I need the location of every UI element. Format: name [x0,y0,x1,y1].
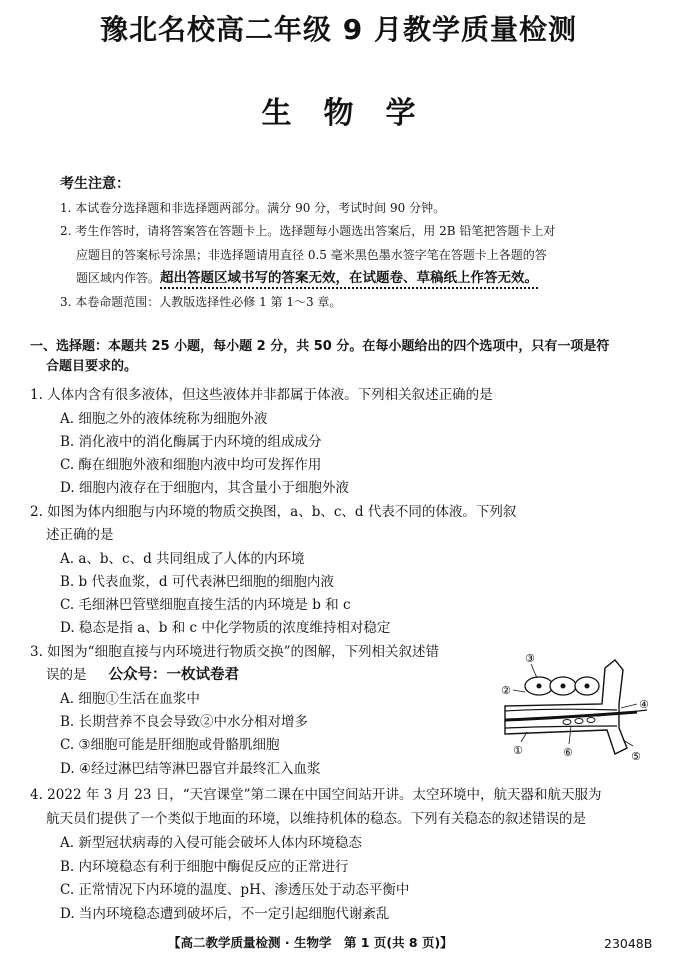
notice-heading: 考生注意： [60,176,130,192]
notice-emphasis: 超出答题区域书写的答案无效，在试题卷、草稿纸上作答无效。 [160,270,538,289]
q3-stem-line-1: 3. 如图为“细胞直接与内环境进行物质交换”的图解，下列相关叙述错 [30,644,439,660]
blood-cell-1 [563,720,571,725]
q2-option-b: B. b 代表血浆，d 可代表淋巴细胞的细胞内液 [60,574,334,590]
notice-item-2-line-1: 2. 考生作答时，请将答案答在答题卡上。选择题每小题选出答案后，用 2B 铅笔把答题卡上对 [60,224,556,238]
figure-label-5: ⑤ [631,750,641,763]
blood-cell-2 [575,719,583,724]
q4-option-b: B. 内环境稳态有利于细胞中酶促反应的正常进行 [60,859,349,875]
exam-title: 豫北名校高二年级 9 月教学质量检测 [100,13,577,46]
notice-item-1: 1. 本试卷分选择题和非选择题两部分。满分 90 分，考试时间 90 分钟。 [60,201,446,215]
q1-stem: 1. 人体内含有很多液体，但这些液体并非都属于体液。下列相关叙述正确的是 [30,387,493,403]
footer-page-info: 【高二教学质量检测 · 生物学 第 1 页(共 8 页)】 [168,935,453,950]
q2-option-d: D. 稳态是指 a、b 和 c 中化学物质的浓度维持相对稳定 [60,620,391,636]
figure-label-3: ③ [525,652,535,665]
figure-label-4: ④ [639,698,649,711]
section-heading-line-1: 一、选择题：本题共 25 小题，每小题 2 分，共 50 分。在每小题给出的四个选项中，只有一项是符 [30,339,610,354]
q1-option-a: A. 细胞之外的液体统称为细胞外液 [60,411,268,427]
notice-item-2-line-3-text: 题区域内作答。 [76,271,161,285]
q3-stem-line-2 [46,666,239,684]
notice-item-2-line-3 [76,269,538,287]
figure-label-1: ① [513,744,523,757]
q3-option-d: D. ④经过淋巴结等淋巴器官并最终汇入血浆 [60,761,321,777]
q3-option-c: C. ③细胞可能是肝细胞或骨骼肌细胞 [60,737,280,753]
q1-option-b: B. 消化液中的消化酶属于内环境的组成成分 [60,434,322,450]
q3-figure [497,648,657,766]
watermark-text: 公众号：一枚试卷君 [108,667,239,683]
figure-label-6: ⑥ [563,746,573,759]
q1-option-c: C. 酶在细胞外液和细胞内液中均可发挥作用 [60,457,322,473]
nucleus-3 [585,684,590,689]
blood-cell-3 [587,718,595,723]
q4-stem-line-1: 4. 2022 年 3 月 23 日，“天宫课堂”第二课在中国空间站开讲。太空环境中，航天器和航天服为 [30,787,602,803]
notice-item-3: 3. 本卷命题范围：人教版选择性必修 1 第 1～3 章。 [60,295,342,309]
nucleus-2 [561,684,566,689]
q4-option-c: C. 正常情况下内环境的温度、pH、渗透压处于动态平衡中 [60,882,410,898]
nucleus-1 [537,684,542,689]
vessel-outline [505,660,627,754]
q3-stem-text: 误的是 [46,667,87,683]
notice-item-2-line-2: 应题目的答案标号涂黑；非选择题请用直径 0.5 毫米黑色墨水签字笔在答题卡上各题的答 [76,248,547,262]
section-heading-line-2: 合题目要求的。 [46,359,138,374]
q1-option-d: D. 细胞内液存在于细胞内，其含量小于细胞外液 [60,480,349,496]
subject-title: 生物学 [261,96,448,131]
figure-label-2: ② [501,684,511,697]
q4-option-d: D. 当内环境稳态遭到破坏后，不一定引起细胞代谢紊乱 [60,906,390,922]
q4-stem-line-2: 航天员们提供了一个类似于地面的环境，以维持机体的稳态。下列有关稳态的叙述错误的是 [46,811,586,827]
q4-option-a: A. 新型冠状病毒的入侵可能会破坏人体内环境稳态 [60,835,362,851]
q3-option-a: A. 细胞①生活在血浆中 [60,691,200,707]
q3-option-b: B. 长期营养不良会导致②中水分相对增多 [60,714,309,730]
q2-stem-line-2: 述正确的是 [46,527,114,543]
q2-stem-line-1: 2. 如图为体内细胞与内环境的物质交换图，a、b、c、d 代表不同的体液。下列叙 [30,504,517,520]
q2-option-c: C. 毛细淋巴管壁细胞直接生活的内环境是 b 和 c [60,597,351,613]
footer-code: 23048B [604,936,653,951]
q2-option-a: A. a、b、c、d 共同组成了人体的内环境 [60,551,305,567]
